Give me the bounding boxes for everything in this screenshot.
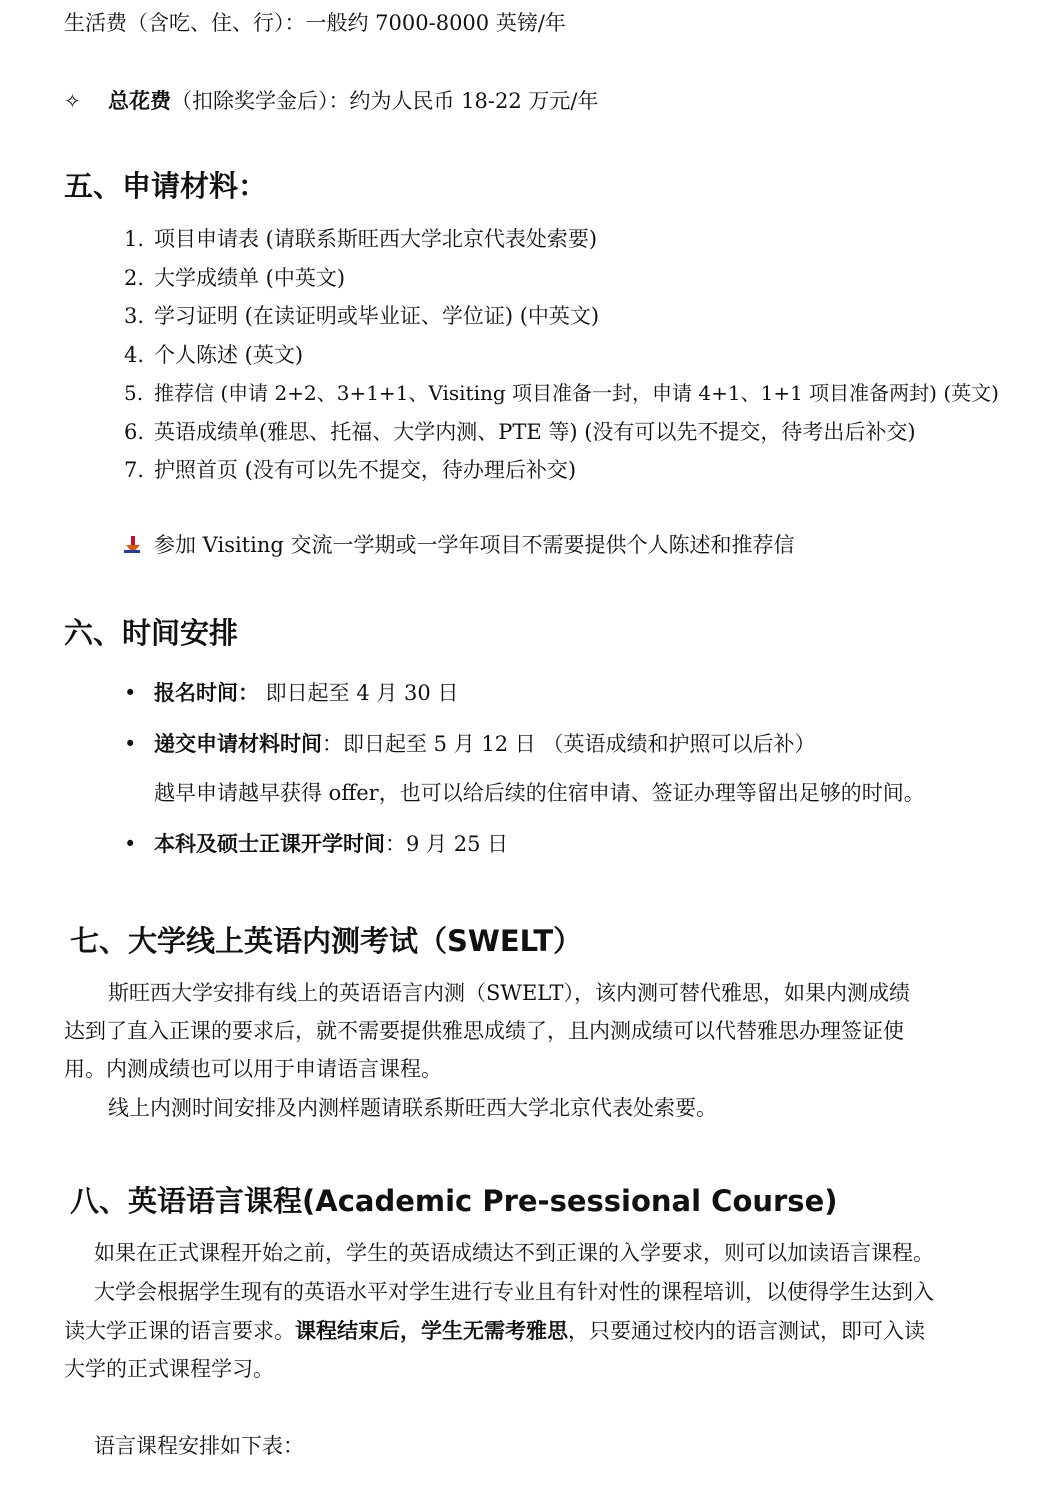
list-item — [124, 301, 599, 331]
schedule-label: 递交申请材料时间 — [154, 732, 322, 756]
list-text: 个人陈述 (英文) — [154, 343, 304, 367]
schedule-label: 本科及硕士正课开学时间 — [154, 832, 385, 856]
section8-paragraph-line: 如果在正式课程开始之前，学生的英语成绩达不到正课的入学要求，则可以加读语言课程。 — [94, 1241, 934, 1265]
living-cost-line: 生活费（含吃、住、行）：一般约 7000-8000 英镑/年 — [64, 11, 566, 35]
schedule-item-registration — [124, 678, 458, 708]
list-number: 3. — [124, 304, 145, 328]
list-text: 项目申请表 (请联系斯旺西大学北京代表处索要) — [154, 227, 598, 251]
list-number: 1. — [124, 227, 145, 251]
list-item — [124, 263, 345, 293]
section8-table-intro: 语言课程安排如下表： — [94, 1434, 304, 1458]
total-cost-line — [64, 86, 598, 116]
section7-heading: 七、大学线上英语内测考试（SWELT） — [70, 924, 583, 958]
section7-paragraph-line: 用。内测成绩也可以用于申请语言课程。 — [64, 1057, 442, 1081]
list-number: 5. — [124, 381, 144, 405]
list-item — [124, 417, 916, 447]
section7-paragraph-line: 斯旺西大学安排有线上的英语语言内测（SWELT），该内测可替代雅思，如果内测成绩 — [108, 981, 911, 1005]
list-item — [124, 224, 597, 254]
schedule-value: ：即日起至 5 月 12 日 （英语成绩和护照可以后补） — [322, 732, 816, 756]
visiting-note-text: 参加 Visiting 交流一学期或一学年项目不需要提供个人陈述和推荐信 — [154, 533, 795, 557]
list-text: 学习证明 (在读证明或毕业证、学位证) (中英文) — [154, 304, 600, 328]
list-item — [124, 340, 303, 370]
total-cost-label: 总花费 — [108, 89, 171, 113]
section8-text: 读大学正课的语言要求。 — [64, 1319, 295, 1343]
schedule-item-term-start — [124, 829, 508, 859]
list-number: 4. — [124, 343, 145, 367]
section8-paragraph-line: 大学的正式课程学习。 — [64, 1357, 274, 1381]
list-text: 护照首页 (没有可以先不提交，待办理后补交) — [154, 458, 577, 482]
section8-heading: 八、英语语言课程(Academic Pre-sessional Course) — [70, 1184, 838, 1218]
diamond-bullet-icon: ✧ — [64, 89, 81, 113]
section8-paragraph-line: 大学会根据学生现有的英语水平对学生进行专业且有针对性的课程培训，以使得学生达到入 — [94, 1280, 934, 1304]
section8-bold-text: 课程结束后，学生无需考雅思 — [295, 1319, 568, 1343]
list-text: 推荐信 (申请 2+2、3+1+1、Visiting 项目准备一封，申请 4+1、1+1 项目准备两封) (英文) — [154, 381, 999, 405]
bullet-icon: • — [124, 732, 137, 756]
visiting-note — [124, 530, 794, 560]
section7-paragraph-line: 线上内测时间安排及内测样题请联系斯旺西大学北京代表处索要。 — [108, 1096, 717, 1120]
list-number: 2. — [124, 266, 145, 290]
list-number: 6. — [124, 420, 145, 444]
schedule-value: ：9 月 25 日 — [385, 832, 509, 856]
section6-heading: 六、时间安排 — [64, 616, 239, 650]
list-item — [124, 378, 999, 408]
schedule-value: 即日起至 4 月 30 日 — [259, 681, 459, 705]
list-text: 大学成绩单 (中英文) — [154, 266, 346, 290]
down-arrow-icon — [124, 536, 142, 554]
section8-text: ，只要通过校内的语言测试，即可入读 — [568, 1319, 925, 1343]
section8-paragraph-line — [64, 1316, 925, 1346]
bullet-icon: • — [124, 681, 137, 705]
total-cost-text: （扣除奖学金后）：约为人民币 18-22 万元/年 — [171, 89, 599, 113]
section5-heading: 五、申请材料： — [64, 169, 268, 203]
list-number: 7. — [124, 458, 145, 482]
bullet-icon: • — [124, 832, 137, 856]
schedule-note: 越早申请越早获得 offer，也可以给后续的住宿申请、签证办理等留出足够的时间。 — [154, 781, 925, 805]
list-item — [124, 455, 576, 485]
list-text: 英语成绩单(雅思、托福、大学内测、PTE 等) (没有可以先不提交，待考出后补交) — [154, 420, 916, 444]
schedule-label: 报名时间： — [154, 681, 259, 705]
schedule-item-submission — [124, 729, 815, 759]
section7-paragraph-line: 达到了直入正课的要求后，就不需要提供雅思成绩了，且内测成绩可以代替雅思办理签证使 — [64, 1019, 904, 1043]
